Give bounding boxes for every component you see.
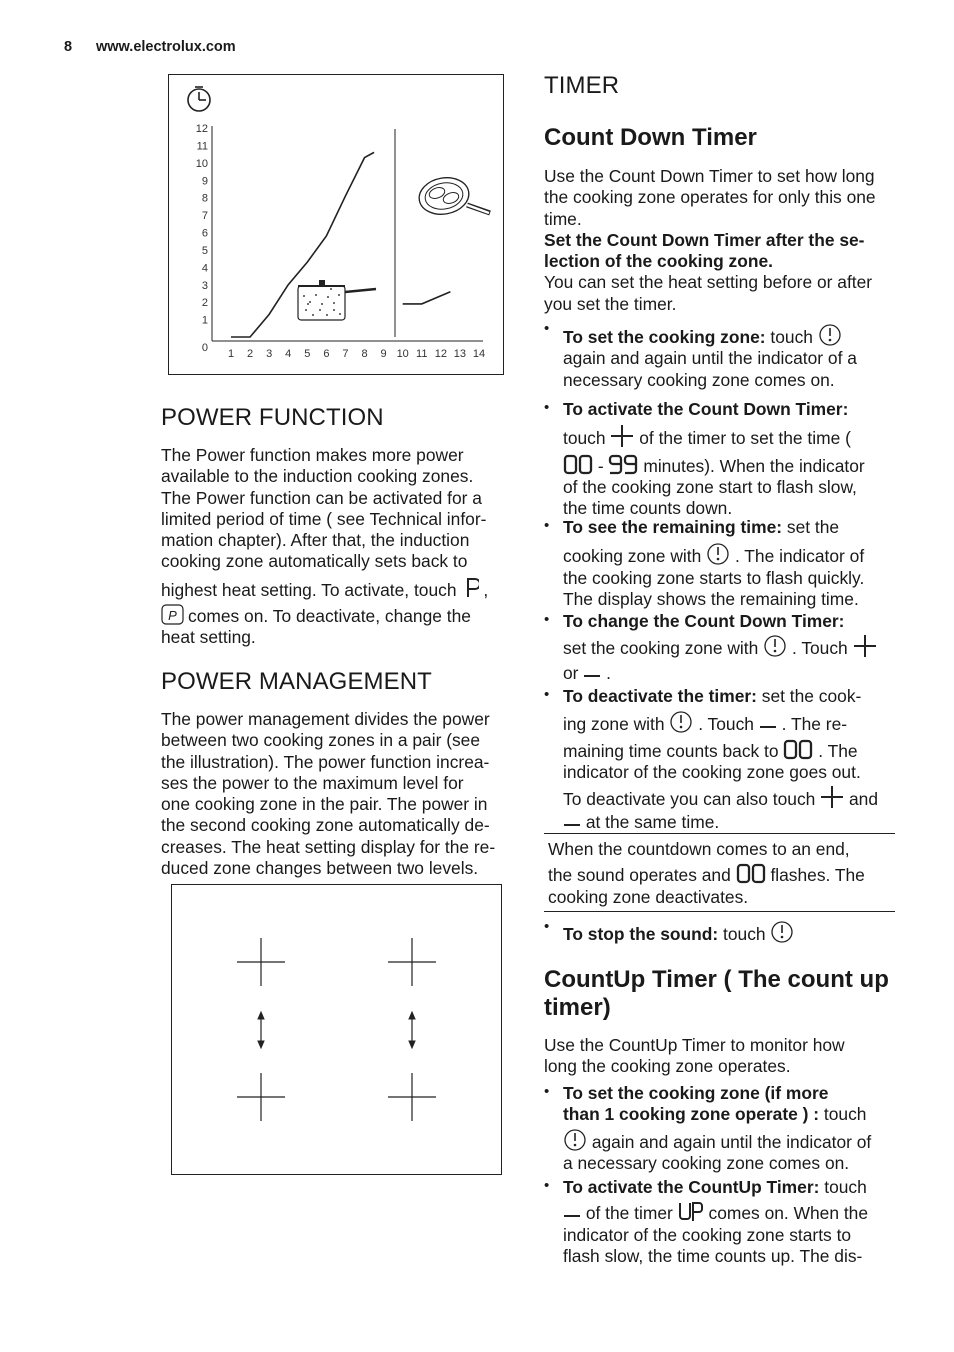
list-item	[544, 517, 924, 607]
y-tick-label: 7	[201, 209, 208, 222]
text-line	[563, 542, 923, 567]
x-tick-label: 6	[322, 347, 329, 360]
text-span: . The	[818, 740, 858, 761]
text-line	[563, 710, 923, 735]
text-line: a necessary cooking zone comes on.	[563, 1152, 850, 1173]
bullet-label: than 1 cooking zone operate ) :	[563, 1104, 820, 1125]
text-span: ,	[483, 579, 489, 600]
text-span: touch	[824, 1177, 867, 1197]
y-tick-label: 0	[201, 341, 208, 354]
text-line: the time counts down.	[563, 498, 733, 519]
text-span: or	[563, 662, 579, 683]
x-tick-label: 3	[265, 347, 272, 360]
text-span: minutes). When the indicator	[643, 455, 865, 476]
text-span: . Touch	[698, 714, 754, 735]
zone-selector-icon	[770, 920, 794, 944]
text-line: available to the induction cooking zones.	[161, 466, 474, 487]
text-line: the illustration). The power function increa-	[161, 751, 490, 772]
text-line: Set the Count Down Timer after the se-	[544, 229, 865, 250]
countup-intro	[544, 1035, 924, 1078]
zone-selector-icon	[763, 634, 787, 658]
text-span: maining time counts back to	[563, 740, 779, 761]
text-span: set the cooking zone with	[563, 638, 759, 659]
bullet-label: To deactivate the timer:	[563, 686, 757, 706]
note-bottom-rule	[544, 911, 895, 912]
text-line: time.	[544, 208, 582, 229]
text-span: at the same time.	[585, 812, 720, 833]
text-line: lection of the cooking zone.	[544, 251, 773, 272]
text-span: .	[606, 662, 611, 683]
text-line: duced zone changes between two levels.	[161, 858, 479, 879]
text-span: of the timer to set the time (	[639, 428, 851, 449]
text-line	[563, 663, 923, 684]
list-item	[544, 320, 924, 390]
website-url: www.electrolux.com	[96, 39, 236, 55]
bullet: •	[544, 399, 550, 416]
text-line: one cooking zone in the pair. The power in	[161, 794, 488, 815]
bullet-label: To set the cooking zone (if more	[563, 1083, 829, 1103]
x-tick-label: 11	[415, 347, 427, 360]
text-span: and	[849, 789, 879, 810]
text-line: of the cooking zone start to flash slow,	[563, 476, 857, 497]
text-line: The display shows the remaining time.	[563, 588, 859, 609]
text-span: cooking zone with	[563, 546, 702, 567]
text-span: To deactivate you can also touch	[563, 789, 816, 810]
text-line	[563, 812, 923, 833]
display-99-icon	[608, 454, 638, 476]
zone-cross-icon	[388, 938, 436, 986]
display-00-icon	[563, 454, 593, 476]
minus-icon	[563, 818, 581, 832]
list-item	[544, 918, 924, 948]
text-line	[563, 686, 923, 707]
y-tick-label: 1	[201, 314, 208, 327]
text-span: ing zone with	[563, 714, 665, 735]
x-tick-label: 8	[360, 347, 368, 360]
text-line: long the cooking zone operates.	[544, 1056, 791, 1077]
display-00-icon	[736, 863, 766, 885]
x-tick-label: 2	[246, 347, 253, 360]
text-line	[563, 1177, 923, 1198]
x-tick-label: 9	[380, 347, 387, 360]
list-item	[544, 611, 924, 681]
x-tick-label: 4	[284, 347, 291, 360]
text-line	[563, 1104, 923, 1125]
text-span: again and again until the indicator of	[591, 1131, 872, 1152]
zone-pairs-illustration	[171, 884, 502, 1175]
text-span: comes on. To deactivate, change the	[188, 606, 471, 627]
text-span: . Touch	[791, 638, 848, 659]
bullet-label: To activate the CountUp Timer:	[563, 1177, 820, 1197]
display-up-icon	[678, 1201, 704, 1223]
bullet: •	[544, 918, 550, 935]
note-top-rule	[544, 833, 895, 834]
bullet-label: To see the remaining time:	[563, 517, 783, 537]
list-item	[544, 686, 924, 833]
frying-pan-icon	[416, 173, 490, 217]
text-line	[563, 1201, 923, 1224]
text-line: necessary cooking zone comes on.	[563, 369, 835, 390]
text-line: indicator of the cooking zone starts to	[563, 1224, 852, 1245]
text-line: You can set the heat setting before or after	[544, 272, 873, 293]
chart-canvas	[168, 74, 504, 375]
text-line	[548, 863, 893, 886]
text-line	[563, 517, 923, 538]
list-item	[544, 399, 924, 519]
list-item	[544, 1177, 924, 1277]
power-function-text	[161, 445, 521, 649]
text-line	[161, 577, 521, 601]
text-line: Use the Count Down Timer to set how long	[544, 166, 875, 186]
text-line	[563, 323, 923, 348]
text-line	[563, 424, 923, 449]
text-span: touch	[770, 327, 813, 347]
countdown-end-note	[548, 839, 893, 908]
text-line: The power management divides the power	[161, 709, 490, 729]
plus-icon	[610, 424, 634, 448]
text-line: the cooking zone starts to flash quickly.	[563, 567, 865, 588]
bullet: •	[544, 611, 550, 628]
zone-pairs-canvas	[171, 884, 502, 1175]
text-span: . The indicator of	[734, 546, 865, 567]
text-line: The Power function can be activated for a	[161, 487, 482, 508]
text-line: flash slow, the time counts up. The dis-	[563, 1245, 863, 1266]
text-line: heat setting.	[161, 627, 256, 648]
bullet-label: To change the Count Down Timer:	[563, 611, 845, 631]
plus-icon	[853, 634, 877, 658]
heading-line: CountUp Timer ( The count up	[544, 966, 889, 993]
text-span: -	[597, 455, 604, 476]
double-arrow-icon	[409, 1012, 415, 1048]
minus-icon	[583, 669, 601, 683]
bullet: •	[544, 320, 550, 337]
timer-heading: TIMER	[544, 72, 620, 99]
text-line: When the countdown comes to an end,	[548, 839, 850, 859]
text-line	[563, 634, 923, 659]
x-tick-label: 13	[453, 347, 466, 360]
countdown-intro	[544, 166, 924, 315]
text-span: flashes. The	[770, 865, 865, 886]
y-tick-label: 10	[195, 157, 208, 170]
list-item	[544, 1083, 924, 1173]
y-tick-label: 3	[201, 279, 208, 292]
zone-selector-icon	[563, 1128, 587, 1152]
zone-cross-icon	[388, 1073, 436, 1121]
text-line: you set the timer.	[544, 293, 677, 314]
text-span: comes on. When the	[708, 1203, 869, 1224]
bullet: •	[544, 1177, 550, 1194]
text-line	[563, 1128, 923, 1153]
text-line: Use the CountUp Timer to monitor how	[544, 1035, 845, 1055]
y-tick-label: 5	[201, 244, 208, 257]
pot-icon	[298, 280, 376, 320]
bullet-label: To set the cooking zone:	[563, 327, 766, 347]
bullet: •	[544, 517, 550, 534]
power-function-heading: POWER FUNCTION	[161, 404, 384, 431]
bullet-label: To activate the Count Down Timer:	[563, 399, 849, 419]
display-00-icon	[783, 739, 813, 761]
y-tick-label: 12	[195, 122, 208, 135]
text-line: cooking zone automatically sets back to	[161, 551, 468, 572]
text-span: . The re-	[781, 714, 848, 735]
x-tick-label: 1	[227, 347, 234, 360]
zone-selector-icon	[669, 710, 693, 734]
text-span: the sound operates and	[548, 865, 731, 886]
count-down-timer-heading: Count Down Timer	[544, 124, 757, 151]
y-tick-label: 6	[201, 227, 208, 239]
clock-icon	[188, 87, 210, 111]
heading-line: timer)	[544, 994, 611, 1021]
bullet: •	[544, 1083, 550, 1100]
text-span: highest heat setting. To activate, touch	[161, 579, 457, 600]
zone-selector-icon	[706, 542, 730, 566]
power-management-text	[161, 709, 521, 879]
text-span: set the cook-	[761, 686, 862, 706]
y-tick-label: 11	[196, 139, 208, 152]
text-line	[563, 785, 923, 810]
power-p-boxed-icon	[161, 604, 185, 626]
text-span: of the timer	[585, 1203, 673, 1224]
text-span: touch	[823, 1104, 867, 1125]
text-line: the second cooking zone automatically de-	[161, 815, 490, 836]
countup-timer-heading	[544, 966, 889, 1022]
bullet: •	[544, 686, 550, 703]
heat-timing-chart	[168, 74, 504, 375]
text-line: again and again until the indicator of a	[563, 348, 857, 369]
text-span: touch	[723, 924, 766, 944]
text-span: set the	[786, 517, 840, 537]
text-line: limited period of time ( see Technical infor-	[161, 508, 487, 529]
y-tick-label: 9	[201, 174, 208, 187]
x-tick-label: 12	[434, 347, 447, 360]
p-symbol: P	[168, 608, 177, 624]
zone-cross-icon	[237, 1073, 285, 1121]
power-p-icon	[465, 577, 479, 598]
double-arrow-icon	[258, 1012, 264, 1048]
text-line	[563, 454, 923, 477]
text-line: ses the power to the maximum level for	[161, 772, 464, 793]
x-tick-label: 14	[472, 347, 485, 360]
x-tick-label: 10	[396, 347, 409, 360]
text-line	[563, 739, 923, 762]
y-tick-label: 4	[201, 261, 208, 274]
series-line	[402, 291, 450, 303]
x-tick-label: 5	[303, 347, 310, 360]
zone-selector-icon	[818, 323, 842, 347]
text-line: indicator of the cooking zone goes out.	[563, 761, 861, 782]
text-line: between two cooking zones in a pair (see	[161, 730, 481, 751]
y-tick-label: 2	[201, 296, 208, 309]
bullet-label: To stop the sound:	[563, 924, 719, 944]
text-line: creases. The heat setting display for the re-	[161, 836, 496, 857]
text-line	[161, 604, 521, 627]
text-line: the cooking zone operates for only this one	[544, 187, 876, 208]
text-line: cooking zone deactivates.	[548, 886, 749, 907]
minus-icon	[563, 1209, 581, 1223]
text-line: mation chapter). After that, the induction	[161, 530, 470, 551]
text-span: touch	[563, 428, 606, 449]
minus-icon	[759, 720, 777, 734]
plus-icon	[820, 785, 844, 809]
y-tick-label: 8	[201, 192, 208, 205]
x-tick-label: 7	[341, 347, 349, 360]
page-number: 8	[64, 39, 73, 55]
zone-cross-icon	[237, 938, 285, 986]
text-line	[563, 920, 923, 945]
text-line: The Power function makes more power	[161, 445, 464, 465]
power-management-heading: POWER MANAGEMENT	[161, 668, 432, 695]
